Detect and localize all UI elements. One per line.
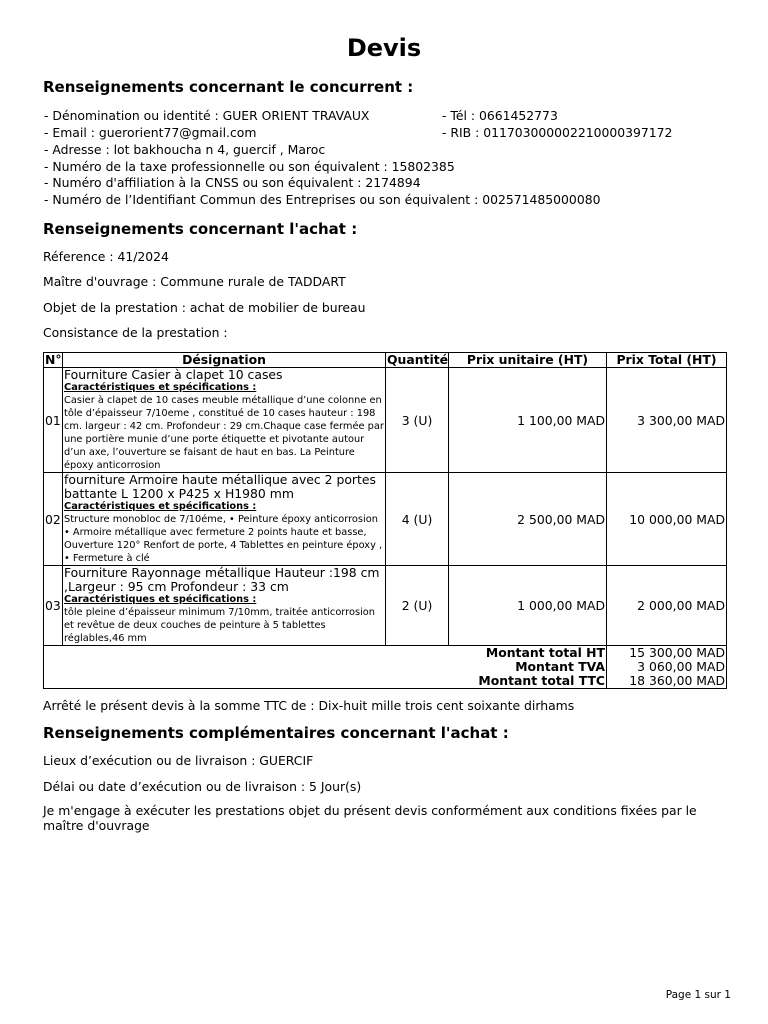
col-header-prix-total: Prix Total (HT) (607, 353, 727, 368)
concurrent-adresse: - Adresse : lot bakhoucha n 4, guercif , Maroc (44, 142, 326, 157)
totals-labels (44, 646, 607, 689)
total-ttc-value: 18 360,00 MAD (629, 673, 725, 688)
totals-values (607, 646, 727, 689)
concurrent-taxe: - Numéro de la taxe professionnelle ou son équivalent : 15802385 (44, 159, 455, 174)
col-header-num: N° (45, 352, 62, 367)
total-ht-label: Montant total HT (485, 645, 605, 660)
row-prix-total: 10 000,00 MAD (607, 473, 727, 566)
achat-consistance: Consistance de la prestation : (43, 325, 228, 340)
row-designation (63, 566, 386, 646)
spec-heading: Caractéristiques et spécifications : (64, 594, 257, 605)
row-quantite: 4 (U) (386, 473, 449, 566)
designation-title: Fourniture Casier à clapet 10 cases (64, 367, 283, 382)
row-quantite: 2 (U) (386, 566, 449, 646)
arrete-text: Arrêté le présent devis à la somme TTC de : Dix-huit mille trois cent soixante dirhams (43, 698, 575, 713)
concurrent-rib: - RIB : 011703000002210000397172 (442, 125, 673, 140)
concurrent-tel: - Tél : 0661452773 (442, 108, 558, 123)
spec-heading: Caractéristiques et spécifications : (64, 382, 257, 393)
row-designation (63, 473, 386, 566)
col-header-quantite: Quantité (387, 352, 449, 367)
row-num: 02 (44, 473, 63, 566)
designation-title: Fourniture Rayonnage métallique Hauteur :198 cm ,Largeur : 95 cm Profondeur : 33 cm (64, 565, 380, 594)
totals-row (44, 646, 727, 689)
section-heading-concurrent: Renseignements concernant le concurrent : (43, 78, 414, 96)
row-prix-unitaire: 1 100,00 MAD (449, 368, 607, 473)
row-num: 01 (44, 368, 63, 473)
table-row (44, 566, 727, 646)
spec-heading: Caractéristiques et spécifications : (64, 501, 257, 512)
concurrent-cnss: - Numéro d'affiliation à la CNSS ou son équivalent : 2174894 (44, 175, 421, 190)
row-prix-total: 2 000,00 MAD (607, 566, 727, 646)
page-title: Devis (346, 34, 422, 62)
table-row (44, 473, 727, 566)
devis-table (43, 352, 727, 689)
spec-text: Casier à clapet de 10 cases meuble métallique d’une colonne en tôle d’épaisseur 7/10eme , constitué de 10 cases hauteur : 198 cm. largeur : 42 cm. Profondeur : 29 cm.Chaque case fermée par une portière munie d’une porte étiquette et pivotante autour d’un axe, l’ouverture se faisant de haut en bas. La Peinture époxy anticorrosion (64, 395, 384, 471)
total-ht-value: 15 300,00 MAD (629, 645, 725, 660)
achat-objet: Objet de la prestation : achat de mobilier de bureau (43, 300, 366, 315)
col-header-prix-unitaire: Prix unitaire (HT) (449, 353, 607, 368)
table-row (44, 368, 727, 473)
spec-text: Structure monobloc de 7/10éme, • Peinture époxy anticorrosion • Armoire métallique avec fermeture 2 points haute et basse, Ouverture 120° Renfort de porte, 4 Tablettes en peinture époxy , • Fermeture à clé (64, 514, 383, 564)
spec-text: tôle pleine d’épaisseur minimum 7/10mm, traitée anticorrosion et revêtue de deux couches de peinture à 5 tablettes réglables,46 mm (64, 607, 376, 644)
achat-maitre-ouvrage: Maître d'ouvrage : Commune rurale de TADDART (43, 274, 346, 289)
row-prix-unitaire: 1 000,00 MAD (449, 566, 607, 646)
table-header-row (44, 353, 727, 368)
row-prix-total: 3 300,00 MAD (607, 368, 727, 473)
row-prix-unitaire: 2 500,00 MAD (449, 473, 607, 566)
engagement-line-1: Je m'engage à exécuter les prestations objet du présent devis conformément aux conditions fixées par le (43, 803, 697, 818)
concurrent-email: - Email : guerorient77@gmail.com (44, 125, 257, 140)
row-designation (63, 368, 386, 473)
row-num: 03 (44, 566, 63, 646)
concurrent-denomination: - Dénomination ou identité : GUER ORIENT TRAVAUX (44, 108, 370, 123)
designation-title: fourniture Armoire haute métallique avec 2 portes battante L 1200 x P425 x H1980 mm (64, 472, 376, 501)
total-ttc-label: Montant total TTC (478, 673, 605, 688)
engagement-line-2: maître d'ouvrage (43, 818, 150, 833)
concurrent-ice: - Numéro de l’Identifiant Commun des Entreprises ou son équivalent : 002571485000080 (44, 192, 601, 207)
col-header-designation: Désignation (63, 353, 386, 368)
total-tva-label: Montant TVA (515, 659, 605, 674)
row-quantite: 3 (U) (386, 368, 449, 473)
complementaires-delai: Délai ou date d’exécution ou de livraison : 5 Jour(s) (43, 779, 362, 794)
page-number: Page 1 sur 1 (665, 989, 731, 1001)
section-heading-achat: Renseignements concernant l'achat : (43, 220, 358, 238)
achat-reference: Réference : 41/2024 (43, 249, 169, 264)
complementaires-lieux: Lieux d’exécution ou de livraison : GUERCIF (43, 753, 314, 768)
total-tva-value: 3 060,00 MAD (637, 659, 725, 674)
section-heading-complementaires: Renseignements complémentaires concernant l'achat : (43, 724, 509, 742)
